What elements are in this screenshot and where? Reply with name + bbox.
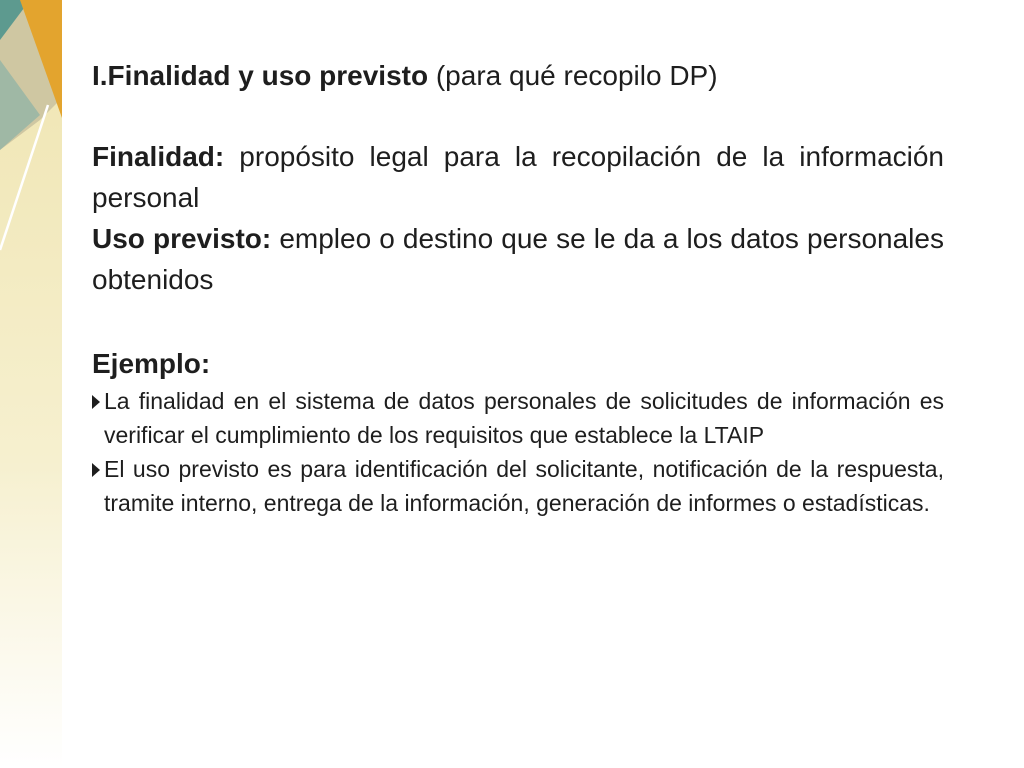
slide-content (92, 56, 944, 520)
definition-uso-previsto (92, 218, 944, 300)
example-title: Ejemplo: (92, 348, 211, 379)
slide-heading (92, 56, 944, 96)
bullet-item (92, 384, 944, 452)
triangle-right-icon (92, 463, 100, 477)
definition-term: Uso previsto: (92, 223, 272, 254)
spacer (92, 300, 944, 344)
bullet-text: La finalidad en el sistema de datos personales de solicitudes de información es verificar el cumplimiento de los requisitos que establece la LTAIP (104, 388, 944, 448)
definition-finalidad (92, 136, 944, 218)
heading-normal: (para qué recopilo DP) (428, 60, 718, 91)
bullet-text: El uso previsto es para identificación del solicitante, notificación de la respuesta, tramite interno, entrega de la información, generación de informes o estadísticas. (104, 456, 944, 516)
triangle-right-icon (92, 395, 100, 409)
definition-text: propósito legal para la recopilación de la información personal (92, 141, 944, 213)
bullet-item (92, 452, 944, 520)
heading-bold: I.Finalidad y uso previsto (92, 60, 429, 91)
definition-text: empleo o destino que se le da a los datos personales obtenidos (92, 223, 944, 295)
spacer (92, 96, 944, 136)
definition-term: Finalidad: (92, 141, 225, 172)
decorative-side-band (0, 0, 62, 768)
